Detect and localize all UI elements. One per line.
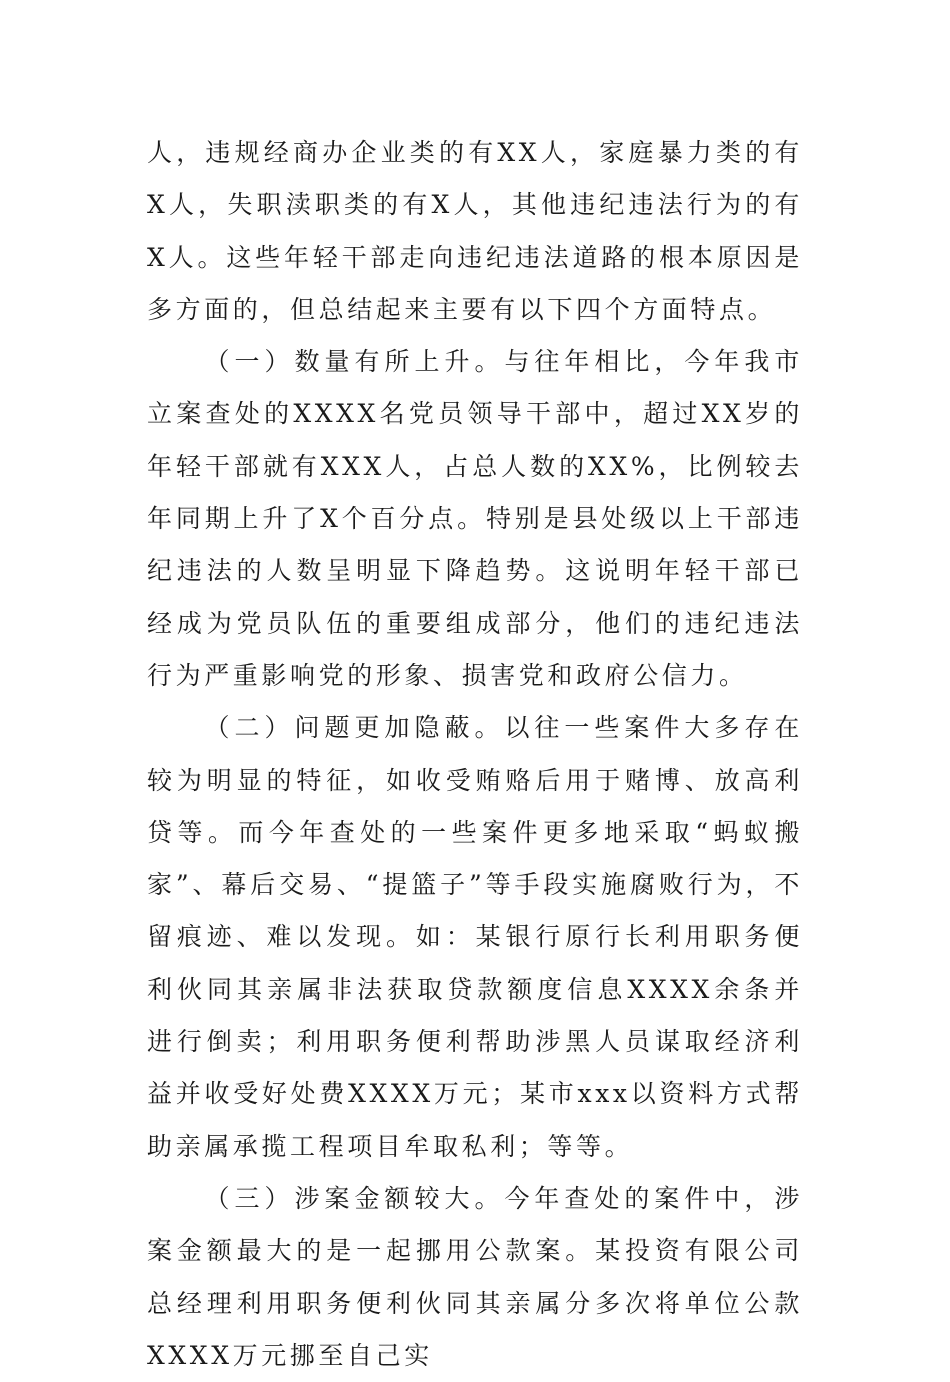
paragraph-continuation: 人，违规经商办企业类的有XX人，家庭暴力类的有X人，失职渎职类的有X人，其他违纪违法行为的有X人。这些年轻干部走向违纪违法道路的根本原因是多方面的，但总结起来主要有以下四个方面特点。 bbox=[147, 138, 803, 324]
paragraph-section-three: （三）涉案金额较大。今年查处的案件中，涉案金额最大的是一起挪用公款案。某投资有限公司总经理利用职务便利伙同其亲属分多次将单位公款XXXX万元挪至自己实 bbox=[147, 1183, 803, 1370]
document-body bbox=[147, 127, 803, 1382]
paragraph-section-one: （一）数量有所上升。与往年相比，今年我市立案查处的XXXX名党员领导干部中，超过XX岁的年轻干部就有XXX人，占总人数的XX%，比例较去年同期上升了X个百分点。特别是县处级以上干部违纪违法的人数呈明显下降趋势。这说明年轻干部已经成为党员队伍的重要组成部分，他们的违纪违法行为严重影响党的形象、损害党和政府公信力。 bbox=[147, 347, 803, 690]
paragraph-section-two: （二）问题更加隐蔽。以往一些案件大多存在较为明显的特征，如收受贿赂后用于赌博、放高利贷等。而今年查处的一些案件更多地采取“蚂蚁搬家”、幕后交易、“提篮子”等手段实施腐败行为，不留痕迹、难以发现。如：某银行原行长利用职务便利伙同其亲属非法获取贷款额度信息XXXX余条并进行倒卖；利用职务便利帮助涉黑人员谋取经济利益并收受好处费XXXX万元；某市xxx以资料方式帮助亲属承揽工程项目牟取私利；等等。 bbox=[147, 713, 803, 1161]
